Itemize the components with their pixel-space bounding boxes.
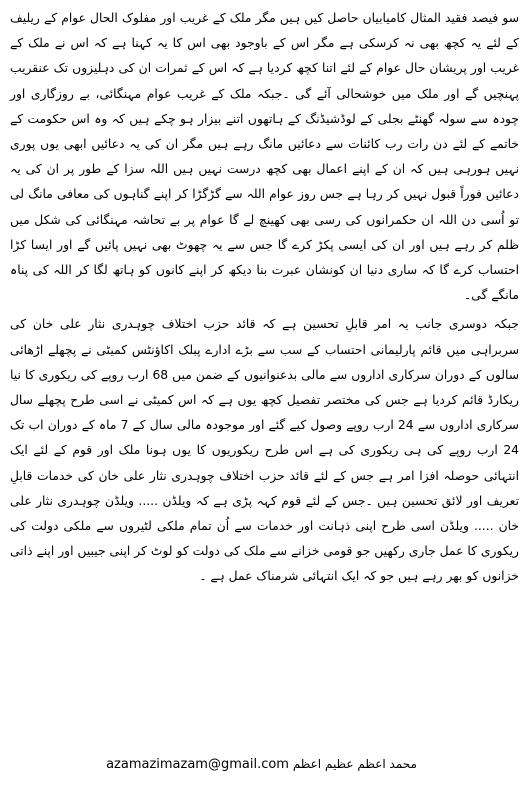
author-email: azamazimazam@gmail.com xyxy=(106,757,289,772)
author-name: محمد اعظم عظیم اعظم xyxy=(292,757,417,771)
article-paragraph-1: سو فیصد فقید المثال کامیابیاں حاصل کیں ہیں مگر ملک کے غریب اور مفلوک الحال عوام کے ریلیف کے لئے یہ کچھ بھی نہ کرسکی ہے مگر اس کے باوجود بھی اس کا یہ کہنا ہے کہ اس نے ملک کے غریب اور پریشان حال عوام کے لئے اتنا کچھ کردیا ہے کہ اس کے ثمرات ان کی دہلیزوں تک عنقریب پہنچیں گے اور ملک میں خوشحالی آئے گی ۔جبکہ ملک کے غریب عوام مہنگائی، بے روزگاری اور چودہ سے سولہ گھنٹے بجلی کے لوڈشیڈنگ کے ہاتھوں اتنے بیزار ہو چکے ہیں کہ وہ اس حکومت کے خاتمے کے لئے دن رات رب کائنات سے دعائیں مانگ رہے ہیں مگر ان کی یہ دعائیں ابھی یوں پوری نہیں ہورہی ہیں کہ ان کے اپنے اعمال بھی کچھ درست نہیں ہیں اللہ سزا کے طور پر ان کی یہ دعائیں فوراً قبول نہیں کر رہا ہے جس روز عوام اللہ سے گڑگڑا کر اپنے گناہوں کی معافی مانگ لی تو اُسی دن اللہ ان حکمرانوں کی رسی بھی کھینچ لے گا عوام پر بے تحاشہ مہنگائی کی شکل میں ظلم کر رہے ہیں اور ان کی ایسی پکڑ کرے گا جس سے یہ چھوٹ بھی نہیں پائیں گے اور ایسا کڑا احتساب کرے گا کہ ساری دنیا ان کونشان عبرت بنا دیکھ کر اپنے کانوں کو ہاتھ لگا کر اللہ کی پناہ مانگے گی۔ xyxy=(10,11,519,303)
author-signature xyxy=(0,757,529,772)
article-paragraph-2: جبکہ دوسری جانب یہ امر قابلِ تحسین ہے کہ قائد حزب اختلاف چوہدری نثار علی خان کی سربراہی میں قائم پارلیمانی احتساب کے سب سے بڑے ادارے پبلک اکاؤنٹس کمیٹی نے پچھلے اڑھائی سالوں کے دوران سرکاری اداروں سے مالی بدعنوانیوں کے ضمن میں 68 ارب روپے کی ریکوری کا نیا ریکارڈ قائم کردیا ہے جس کی مختصر تفصیل کچھ یوں ہے کہ اس کمیٹی نے اسی طرح پچھلے سال سرکاری اداروں سے 24 ارب روپے وصول کیے گئے اور موجودہ مالی سال کے 7 ماہ کے دوران اب تک 24 ارب روپے کی ہی ریکوری کی ہے اس طرح ریکوریوں کا یوں ہونا ملک اور قوم کے لئے ایک انتہائی حوصلہ افزا امر ہے جس کے لئے قائد حزب اختلاف چوہدری نثار علی خان کی خدمات قابلِ تعریف اور لائق تحسین ہیں ۔جس کے لئے قوم کہہ پڑی ہے کہ ویلڈن ..... ویلڈن چوہدری نثار علی خان ..... ویلڈن اسی طرح اپنی ذہانت اور خدمات سے اُن تمام ملکی لٹیروں سے ملکی دولت کی ریکوری کا عمل جاری رکھیں جو قومی خزانے سے ملک کی دولت کو لوٹ کر اپنی جیبیں اور اپنے ذاتی خزانوں کو بھر رہے ہیں جو کہ ایک انتہائی شرمناک عمل ہے ۔ xyxy=(10,317,519,584)
